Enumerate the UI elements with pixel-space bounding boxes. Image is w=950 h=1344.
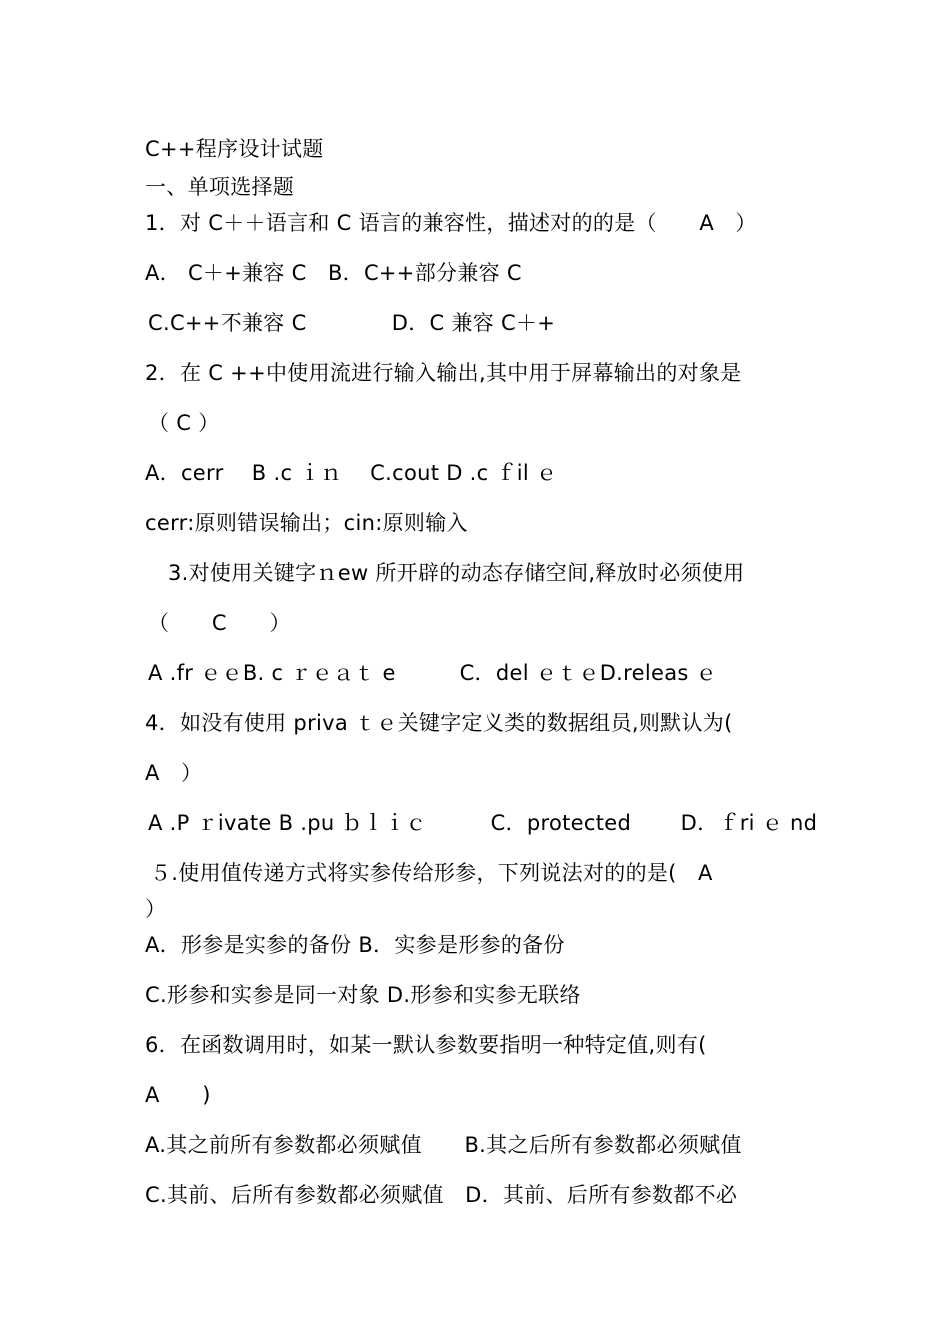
- question-4-answer: A ）: [145, 761, 203, 785]
- question-6-options-cd: C.其前、后所有参数都必须赋值 D．其前、后所有参数都不必: [145, 1183, 738, 1207]
- question-2-options: A．cerr B .c ｉｎ C.cout D .c ｆil ｅ: [145, 461, 558, 485]
- section-heading: 一、单项选择题: [145, 175, 295, 199]
- document-title: C++程序设计试题: [145, 137, 324, 161]
- question-1-options-cd: C.C++不兼容 C D．C 兼容 C＋+: [148, 311, 556, 335]
- question-4: 4．如没有使用 priva ｔｅ关键字定义类的数据组员,则默认为(: [145, 711, 733, 735]
- question-2-note: cerr:原则错误输出；cin:原则输入: [145, 511, 468, 535]
- question-2-answer: （ C ）: [148, 411, 220, 435]
- question-5-options-cd: C.形参和实参是同一对象 D.形参和实参无联络: [145, 983, 581, 1007]
- question-4-options: A .P ｒivate B .pu ｂｌｉｃ C．protected D．ｆri ｅ nd: [148, 811, 818, 835]
- question-1: 1．对 C＋＋语言和 C 语言的兼容性，描述对的的是（ A ）: [145, 211, 757, 235]
- question-3-options: A .fr ｅｅB. c ｒｅａｔ e C．del ｅｔｅD.releas ｅ: [148, 661, 717, 685]
- question-6-answer: A ): [145, 1083, 211, 1107]
- question-6-options-ab: A.其之前所有参数都必须赋值 B.其之后所有参数都必须赋值: [145, 1133, 742, 1157]
- question-5-paren: ）: [145, 897, 167, 921]
- question-3: 3.对使用关键字ｎew 所开辟的动态存储空间,释放时必须使用: [168, 561, 745, 585]
- question-5-options-ab: A．形参是实参的备份 B．实参是形参的备份: [145, 933, 565, 957]
- question-3-answer: （ C ）: [148, 611, 291, 635]
- question-5: ５.使用值传递方式将实参传给形参，下列说法对的的是( A: [150, 861, 713, 885]
- question-1-options-ab: A． C＋+兼容 C B．C++部分兼容 C: [145, 261, 522, 285]
- question-2: 2．在 C ++中使用流进行输入输出,其中用于屏幕输出的对象是: [145, 361, 742, 385]
- question-6: 6．在函数调用时，如某一默认参数要指明一种特定值,则有(: [145, 1033, 707, 1057]
